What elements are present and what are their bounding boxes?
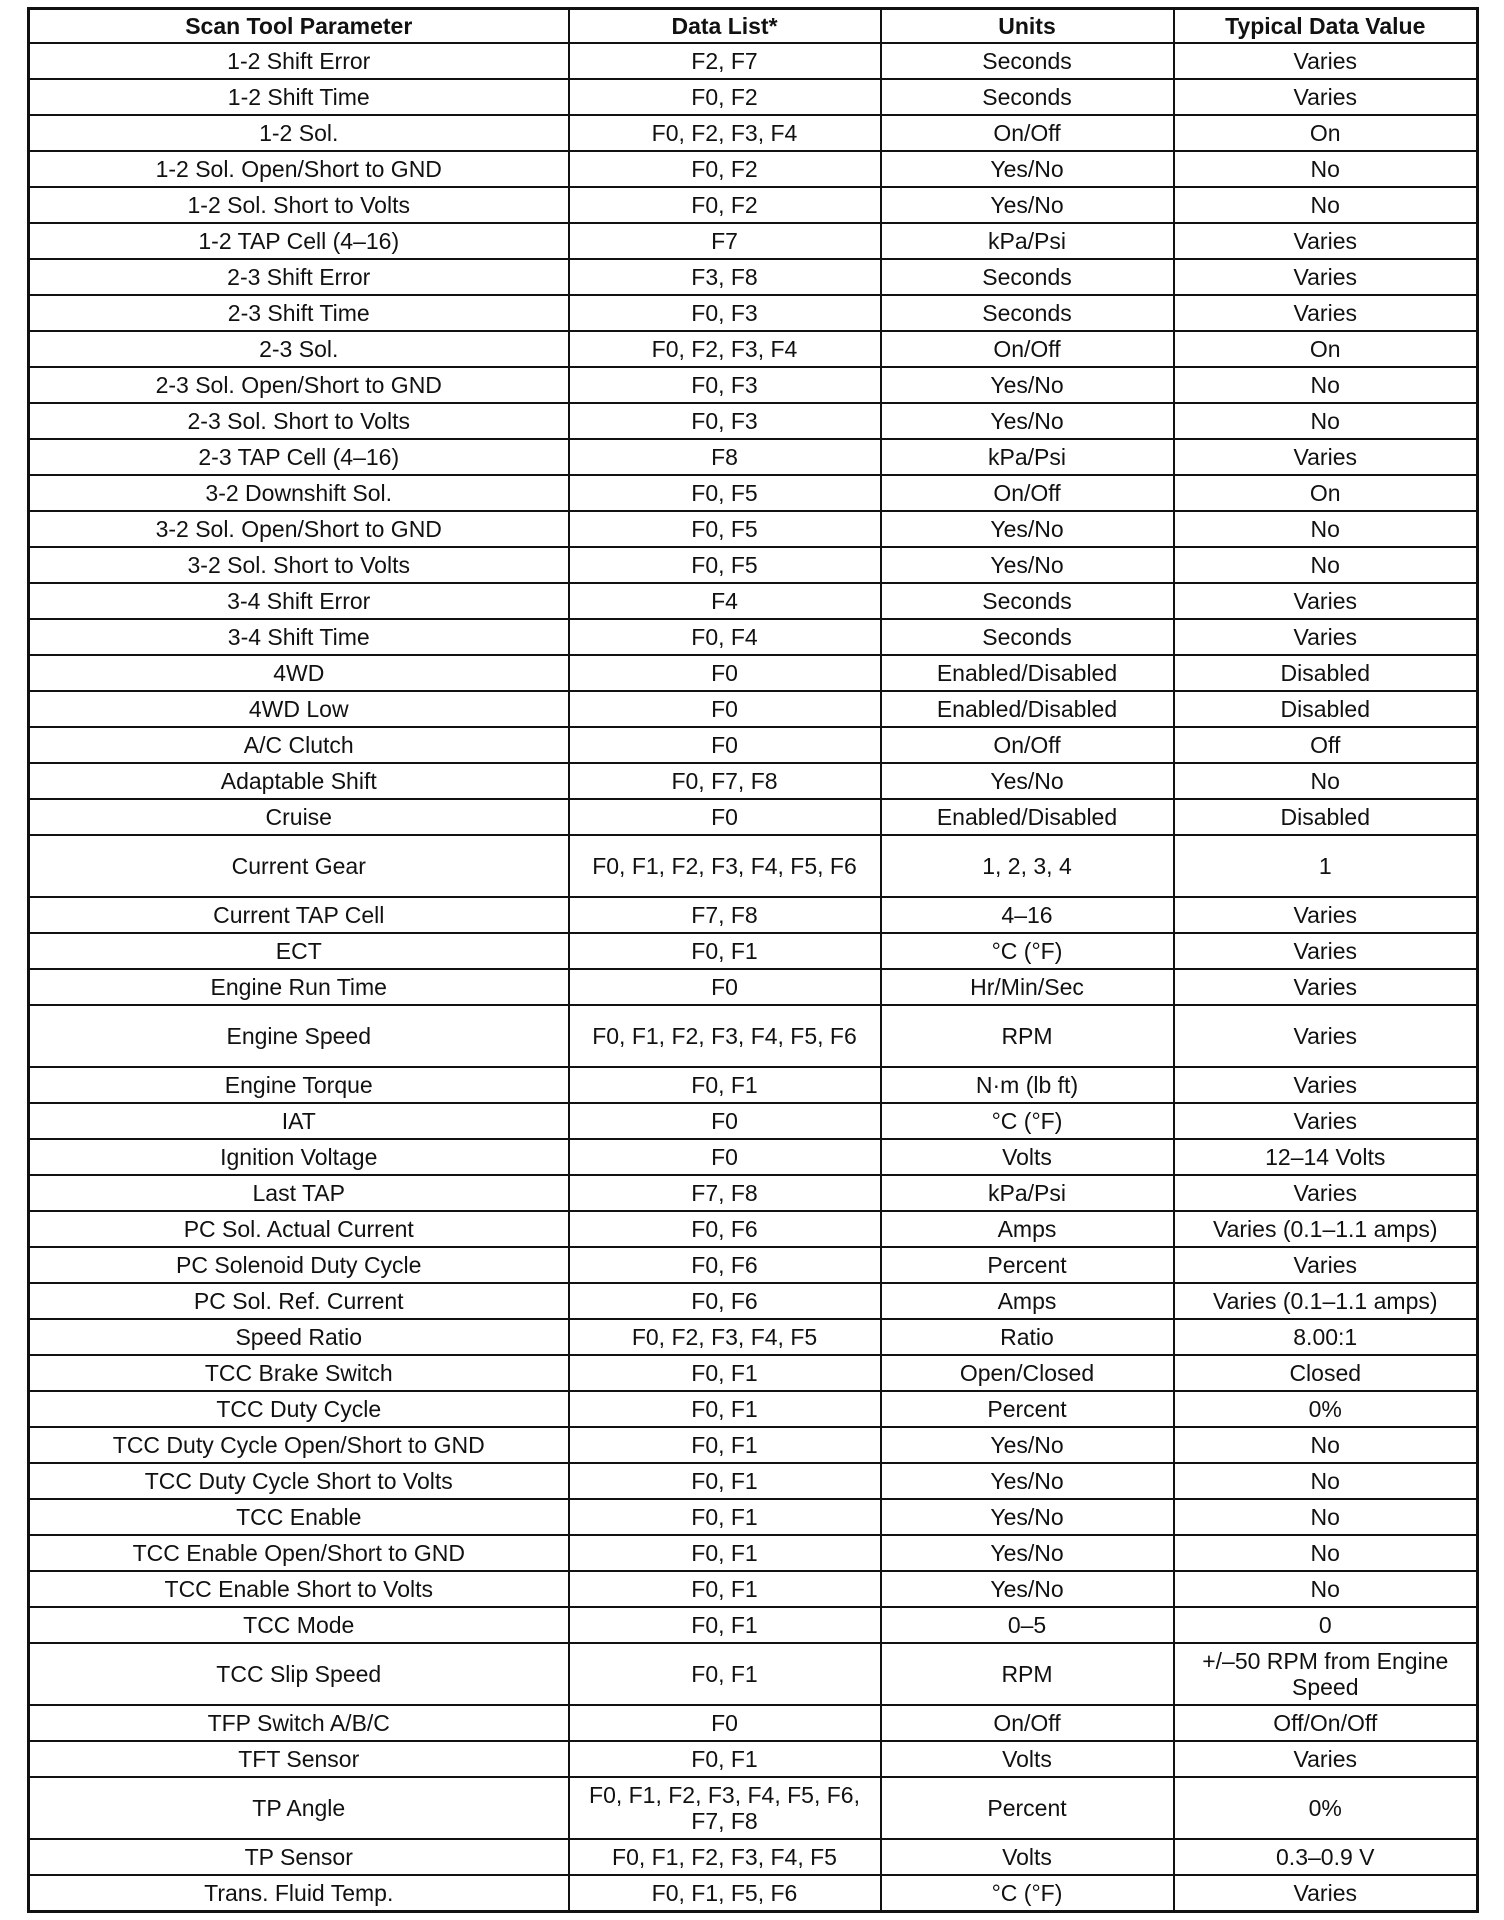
cell-units: On/Off xyxy=(881,1705,1174,1741)
cell-typical-value: Varies (0.1–1.1 amps) xyxy=(1174,1283,1478,1319)
cell-data-list: F7, F8 xyxy=(569,897,881,933)
cell-parameter: Current TAP Cell xyxy=(29,897,569,933)
cell-typical-value: 1 xyxy=(1174,835,1478,897)
cell-units: 1, 2, 3, 4 xyxy=(881,835,1174,897)
cell-data-list: F0, F1 xyxy=(569,1535,881,1571)
col-header-data-list: Data List* xyxy=(569,9,881,44)
table-row xyxy=(29,727,1478,763)
table-row xyxy=(29,187,1478,223)
cell-data-list: F0, F5 xyxy=(569,475,881,511)
cell-units: Yes/No xyxy=(881,1571,1174,1607)
cell-data-list: F0, F1 xyxy=(569,1571,881,1607)
table-row xyxy=(29,1355,1478,1391)
cell-typical-value: Varies xyxy=(1174,79,1478,115)
cell-data-list: F0, F1 xyxy=(569,1427,881,1463)
cell-parameter: 2-3 Shift Error xyxy=(29,259,569,295)
cell-units: Seconds xyxy=(881,79,1174,115)
cell-typical-value: Varies xyxy=(1174,583,1478,619)
cell-typical-value: 0.3–0.9 V xyxy=(1174,1839,1478,1875)
cell-units: Enabled/Disabled xyxy=(881,799,1174,835)
table-row xyxy=(29,1705,1478,1741)
cell-typical-value: 0 xyxy=(1174,1607,1478,1643)
cell-parameter: Engine Run Time xyxy=(29,969,569,1005)
cell-typical-value: Varies xyxy=(1174,619,1478,655)
table-row xyxy=(29,1607,1478,1643)
table-row xyxy=(29,295,1478,331)
cell-units: Yes/No xyxy=(881,367,1174,403)
cell-units: °C (°F) xyxy=(881,933,1174,969)
cell-data-list: F0, F2, F3, F4 xyxy=(569,115,881,151)
cell-parameter: TCC Enable Open/Short to GND xyxy=(29,1535,569,1571)
cell-typical-value: Varies xyxy=(1174,969,1478,1005)
cell-units: Volts xyxy=(881,1741,1174,1777)
cell-typical-value: Varies xyxy=(1174,1067,1478,1103)
cell-parameter: 3-4 Shift Time xyxy=(29,619,569,655)
table-row xyxy=(29,367,1478,403)
col-header-parameter: Scan Tool Parameter xyxy=(29,9,569,44)
cell-data-list: F0 xyxy=(569,969,881,1005)
table-row xyxy=(29,763,1478,799)
cell-data-list: F0, F2 xyxy=(569,187,881,223)
cell-typical-value: Varies xyxy=(1174,259,1478,295)
table-row xyxy=(29,115,1478,151)
cell-typical-value: On xyxy=(1174,475,1478,511)
cell-typical-value: Varies xyxy=(1174,1247,1478,1283)
cell-typical-value: Varies xyxy=(1174,897,1478,933)
cell-units: 4–16 xyxy=(881,897,1174,933)
cell-units: Open/Closed xyxy=(881,1355,1174,1391)
cell-data-list: F0, F2, F3, F4 xyxy=(569,331,881,367)
cell-data-list: F0 xyxy=(569,691,881,727)
cell-units: Seconds xyxy=(881,259,1174,295)
table-row xyxy=(29,1427,1478,1463)
cell-typical-value: No xyxy=(1174,151,1478,187)
table-row xyxy=(29,223,1478,259)
table-row xyxy=(29,1839,1478,1875)
cell-units: Yes/No xyxy=(881,187,1174,223)
cell-typical-value: Off/On/Off xyxy=(1174,1705,1478,1741)
cell-data-list: F0, F1, F2, F3, F4, F5, F6, F7, F8 xyxy=(569,1777,881,1839)
cell-data-list: F0, F6 xyxy=(569,1283,881,1319)
table-row xyxy=(29,1499,1478,1535)
cell-parameter: 3-2 Sol. Short to Volts xyxy=(29,547,569,583)
cell-units: Yes/No xyxy=(881,1535,1174,1571)
cell-parameter: Engine Torque xyxy=(29,1067,569,1103)
cell-typical-value: No xyxy=(1174,187,1478,223)
cell-parameter: TP Sensor xyxy=(29,1839,569,1875)
cell-data-list: F0, F4 xyxy=(569,619,881,655)
cell-parameter: 1-2 Shift Time xyxy=(29,79,569,115)
col-header-units: Units xyxy=(881,9,1174,44)
table-row xyxy=(29,439,1478,475)
cell-units: °C (°F) xyxy=(881,1875,1174,1912)
cell-units: Yes/No xyxy=(881,1499,1174,1535)
cell-typical-value: Varies xyxy=(1174,1103,1478,1139)
cell-typical-value: No xyxy=(1174,403,1478,439)
cell-parameter: A/C Clutch xyxy=(29,727,569,763)
cell-parameter: 1-2 Sol. Open/Short to GND xyxy=(29,151,569,187)
cell-units: On/Off xyxy=(881,475,1174,511)
table-row xyxy=(29,1391,1478,1427)
table-row xyxy=(29,259,1478,295)
cell-typical-value: 12–14 Volts xyxy=(1174,1139,1478,1175)
table-row xyxy=(29,1103,1478,1139)
header-row xyxy=(29,9,1478,44)
table-row xyxy=(29,1175,1478,1211)
cell-data-list: F0 xyxy=(569,1103,881,1139)
cell-units: Percent xyxy=(881,1777,1174,1839)
cell-data-list: F0, F1 xyxy=(569,1463,881,1499)
cell-parameter: TCC Brake Switch xyxy=(29,1355,569,1391)
table-row xyxy=(29,835,1478,897)
cell-typical-value: Varies xyxy=(1174,295,1478,331)
cell-parameter: 2-3 Shift Time xyxy=(29,295,569,331)
table-row xyxy=(29,1777,1478,1839)
table-row xyxy=(29,1067,1478,1103)
cell-parameter: TCC Duty Cycle Open/Short to GND xyxy=(29,1427,569,1463)
cell-typical-value: Off xyxy=(1174,727,1478,763)
cell-units: kPa/Psi xyxy=(881,1175,1174,1211)
cell-parameter: TCC Enable Short to Volts xyxy=(29,1571,569,1607)
cell-parameter: 2-3 Sol. Short to Volts xyxy=(29,403,569,439)
table-row xyxy=(29,403,1478,439)
cell-units: kPa/Psi xyxy=(881,439,1174,475)
cell-parameter: 1-2 TAP Cell (4–16) xyxy=(29,223,569,259)
cell-units: On/Off xyxy=(881,331,1174,367)
cell-parameter: PC Solenoid Duty Cycle xyxy=(29,1247,569,1283)
table-row xyxy=(29,583,1478,619)
cell-typical-value: No xyxy=(1174,1499,1478,1535)
table-row xyxy=(29,79,1478,115)
cell-typical-value: No xyxy=(1174,547,1478,583)
cell-data-list: F0, F6 xyxy=(569,1247,881,1283)
cell-typical-value: 8.00:1 xyxy=(1174,1319,1478,1355)
table-row xyxy=(29,1571,1478,1607)
cell-data-list: F0, F1 xyxy=(569,1607,881,1643)
cell-typical-value: Varies xyxy=(1174,1741,1478,1777)
cell-parameter: TFT Sensor xyxy=(29,1741,569,1777)
cell-data-list: F7, F8 xyxy=(569,1175,881,1211)
cell-parameter: Cruise xyxy=(29,799,569,835)
cell-data-list: F0, F3 xyxy=(569,403,881,439)
cell-parameter: Last TAP xyxy=(29,1175,569,1211)
cell-units: Yes/No xyxy=(881,151,1174,187)
cell-units: Hr/Min/Sec xyxy=(881,969,1174,1005)
cell-data-list: F0, F2 xyxy=(569,79,881,115)
cell-parameter: 1-2 Sol. Short to Volts xyxy=(29,187,569,223)
cell-data-list: F0, F1, F2, F3, F4, F5 xyxy=(569,1839,881,1875)
cell-data-list: F0, F7, F8 xyxy=(569,763,881,799)
cell-typical-value: No xyxy=(1174,367,1478,403)
cell-units: Yes/No xyxy=(881,763,1174,799)
cell-parameter: 3-2 Downshift Sol. xyxy=(29,475,569,511)
cell-parameter: Current Gear xyxy=(29,835,569,897)
cell-typical-value: On xyxy=(1174,331,1478,367)
cell-typical-value: No xyxy=(1174,1535,1478,1571)
cell-typical-value: Varies (0.1–1.1 amps) xyxy=(1174,1211,1478,1247)
cell-units: Amps xyxy=(881,1211,1174,1247)
cell-parameter: TCC Duty Cycle Short to Volts xyxy=(29,1463,569,1499)
cell-data-list: F0, F1, F5, F6 xyxy=(569,1875,881,1912)
cell-units: On/Off xyxy=(881,115,1174,151)
cell-typical-value: No xyxy=(1174,511,1478,547)
cell-units: Yes/No xyxy=(881,1463,1174,1499)
cell-data-list: F0, F2 xyxy=(569,151,881,187)
cell-typical-value: Varies xyxy=(1174,439,1478,475)
cell-data-list: F0, F1 xyxy=(569,933,881,969)
table-row xyxy=(29,1283,1478,1319)
cell-typical-value: Disabled xyxy=(1174,655,1478,691)
cell-parameter: Engine Speed xyxy=(29,1005,569,1067)
cell-parameter: 2-3 Sol. xyxy=(29,331,569,367)
col-header-typical-value: Typical Data Value xyxy=(1174,9,1478,44)
cell-units: Volts xyxy=(881,1139,1174,1175)
cell-data-list: F0, F1 xyxy=(569,1741,881,1777)
cell-typical-value: No xyxy=(1174,1571,1478,1607)
cell-units: °C (°F) xyxy=(881,1103,1174,1139)
cell-units: RPM xyxy=(881,1005,1174,1067)
cell-data-list: F0, F2, F3, F4, F5 xyxy=(569,1319,881,1355)
cell-data-list: F0 xyxy=(569,1139,881,1175)
cell-units: Yes/No xyxy=(881,1427,1174,1463)
cell-typical-value: Varies xyxy=(1174,933,1478,969)
cell-parameter: TCC Slip Speed xyxy=(29,1643,569,1705)
table-row xyxy=(29,1643,1478,1705)
cell-parameter: TCC Duty Cycle xyxy=(29,1391,569,1427)
cell-units: On/Off xyxy=(881,727,1174,763)
cell-parameter: 3-4 Shift Error xyxy=(29,583,569,619)
cell-units: Percent xyxy=(881,1247,1174,1283)
cell-parameter: 4WD xyxy=(29,655,569,691)
cell-typical-value: Varies xyxy=(1174,1005,1478,1067)
cell-typical-value: On xyxy=(1174,115,1478,151)
cell-typical-value: No xyxy=(1174,763,1478,799)
cell-data-list: F8 xyxy=(569,439,881,475)
table-row xyxy=(29,799,1478,835)
table-row xyxy=(29,691,1478,727)
cell-typical-value: Disabled xyxy=(1174,691,1478,727)
cell-data-list: F0 xyxy=(569,727,881,763)
table-row xyxy=(29,43,1478,79)
cell-typical-value: Varies xyxy=(1174,1875,1478,1912)
cell-data-list: F0, F3 xyxy=(569,295,881,331)
table-row xyxy=(29,511,1478,547)
cell-parameter: 1-2 Sol. xyxy=(29,115,569,151)
cell-parameter: TFP Switch A/B/C xyxy=(29,1705,569,1741)
table-row xyxy=(29,331,1478,367)
cell-units: Seconds xyxy=(881,583,1174,619)
cell-units: Yes/No xyxy=(881,511,1174,547)
cell-data-list: F0, F3 xyxy=(569,367,881,403)
table-row xyxy=(29,1463,1478,1499)
table-row xyxy=(29,1741,1478,1777)
table-row xyxy=(29,897,1478,933)
cell-typical-value: 0% xyxy=(1174,1777,1478,1839)
cell-units: Seconds xyxy=(881,43,1174,79)
cell-units: Yes/No xyxy=(881,547,1174,583)
cell-data-list: F2, F7 xyxy=(569,43,881,79)
cell-data-list: F0, F6 xyxy=(569,1211,881,1247)
cell-data-list: F7 xyxy=(569,223,881,259)
table-row xyxy=(29,655,1478,691)
table-row xyxy=(29,1875,1478,1912)
table-row xyxy=(29,151,1478,187)
cell-parameter: Adaptable Shift xyxy=(29,763,569,799)
cell-units: kPa/Psi xyxy=(881,223,1174,259)
cell-data-list: F0, F1 xyxy=(569,1355,881,1391)
cell-units: Ratio xyxy=(881,1319,1174,1355)
cell-data-list: F0, F5 xyxy=(569,511,881,547)
cell-typical-value: No xyxy=(1174,1463,1478,1499)
cell-units: Seconds xyxy=(881,619,1174,655)
cell-units: Yes/No xyxy=(881,403,1174,439)
scan-tool-data-table xyxy=(27,7,1479,1913)
cell-units: Volts xyxy=(881,1839,1174,1875)
cell-parameter: Ignition Voltage xyxy=(29,1139,569,1175)
cell-typical-value: No xyxy=(1174,1427,1478,1463)
cell-parameter: PC Sol. Actual Current xyxy=(29,1211,569,1247)
table-row xyxy=(29,1005,1478,1067)
cell-parameter: Speed Ratio xyxy=(29,1319,569,1355)
cell-units: 0–5 xyxy=(881,1607,1174,1643)
cell-parameter: PC Sol. Ref. Current xyxy=(29,1283,569,1319)
cell-units: Seconds xyxy=(881,295,1174,331)
cell-units: Enabled/Disabled xyxy=(881,691,1174,727)
cell-typical-value: Closed xyxy=(1174,1355,1478,1391)
cell-typical-value: Varies xyxy=(1174,1175,1478,1211)
table-row xyxy=(29,933,1478,969)
cell-parameter: 2-3 TAP Cell (4–16) xyxy=(29,439,569,475)
cell-data-list: F3, F8 xyxy=(569,259,881,295)
cell-parameter: IAT xyxy=(29,1103,569,1139)
cell-units: Amps xyxy=(881,1283,1174,1319)
table-row xyxy=(29,1535,1478,1571)
cell-data-list: F0, F1 xyxy=(569,1499,881,1535)
cell-data-list: F0, F1, F2, F3, F4, F5, F6 xyxy=(569,1005,881,1067)
cell-parameter: TCC Mode xyxy=(29,1607,569,1643)
cell-units: Percent xyxy=(881,1391,1174,1427)
table-row xyxy=(29,475,1478,511)
cell-data-list: F0 xyxy=(569,655,881,691)
table-body xyxy=(29,43,1478,1912)
table-row xyxy=(29,1319,1478,1355)
cell-data-list: F0, F1, F2, F3, F4, F5, F6 xyxy=(569,835,881,897)
cell-data-list: F0, F1 xyxy=(569,1643,881,1705)
cell-typical-value: Varies xyxy=(1174,43,1478,79)
table-row xyxy=(29,1211,1478,1247)
cell-data-list: F0, F1 xyxy=(569,1067,881,1103)
cell-parameter: 4WD Low xyxy=(29,691,569,727)
cell-data-list: F0, F5 xyxy=(569,547,881,583)
cell-units: N·m (lb ft) xyxy=(881,1067,1174,1103)
cell-data-list: F0 xyxy=(569,1705,881,1741)
cell-parameter: Trans. Fluid Temp. xyxy=(29,1875,569,1912)
cell-parameter: TP Angle xyxy=(29,1777,569,1839)
cell-data-list: F4 xyxy=(569,583,881,619)
table-row xyxy=(29,1247,1478,1283)
cell-typical-value: 0% xyxy=(1174,1391,1478,1427)
cell-typical-value: Varies xyxy=(1174,223,1478,259)
table-row xyxy=(29,1139,1478,1175)
cell-data-list: F0, F1 xyxy=(569,1391,881,1427)
cell-parameter: ECT xyxy=(29,933,569,969)
cell-units: Enabled/Disabled xyxy=(881,655,1174,691)
cell-data-list: F0 xyxy=(569,799,881,835)
cell-parameter: TCC Enable xyxy=(29,1499,569,1535)
cell-typical-value: Disabled xyxy=(1174,799,1478,835)
table-row xyxy=(29,969,1478,1005)
cell-parameter: 2-3 Sol. Open/Short to GND xyxy=(29,367,569,403)
table-row xyxy=(29,619,1478,655)
cell-parameter: 1-2 Shift Error xyxy=(29,43,569,79)
cell-typical-value: +/–50 RPM from Engine Speed xyxy=(1174,1643,1478,1705)
cell-units: RPM xyxy=(881,1643,1174,1705)
table-row xyxy=(29,547,1478,583)
cell-parameter: 3-2 Sol. Open/Short to GND xyxy=(29,511,569,547)
